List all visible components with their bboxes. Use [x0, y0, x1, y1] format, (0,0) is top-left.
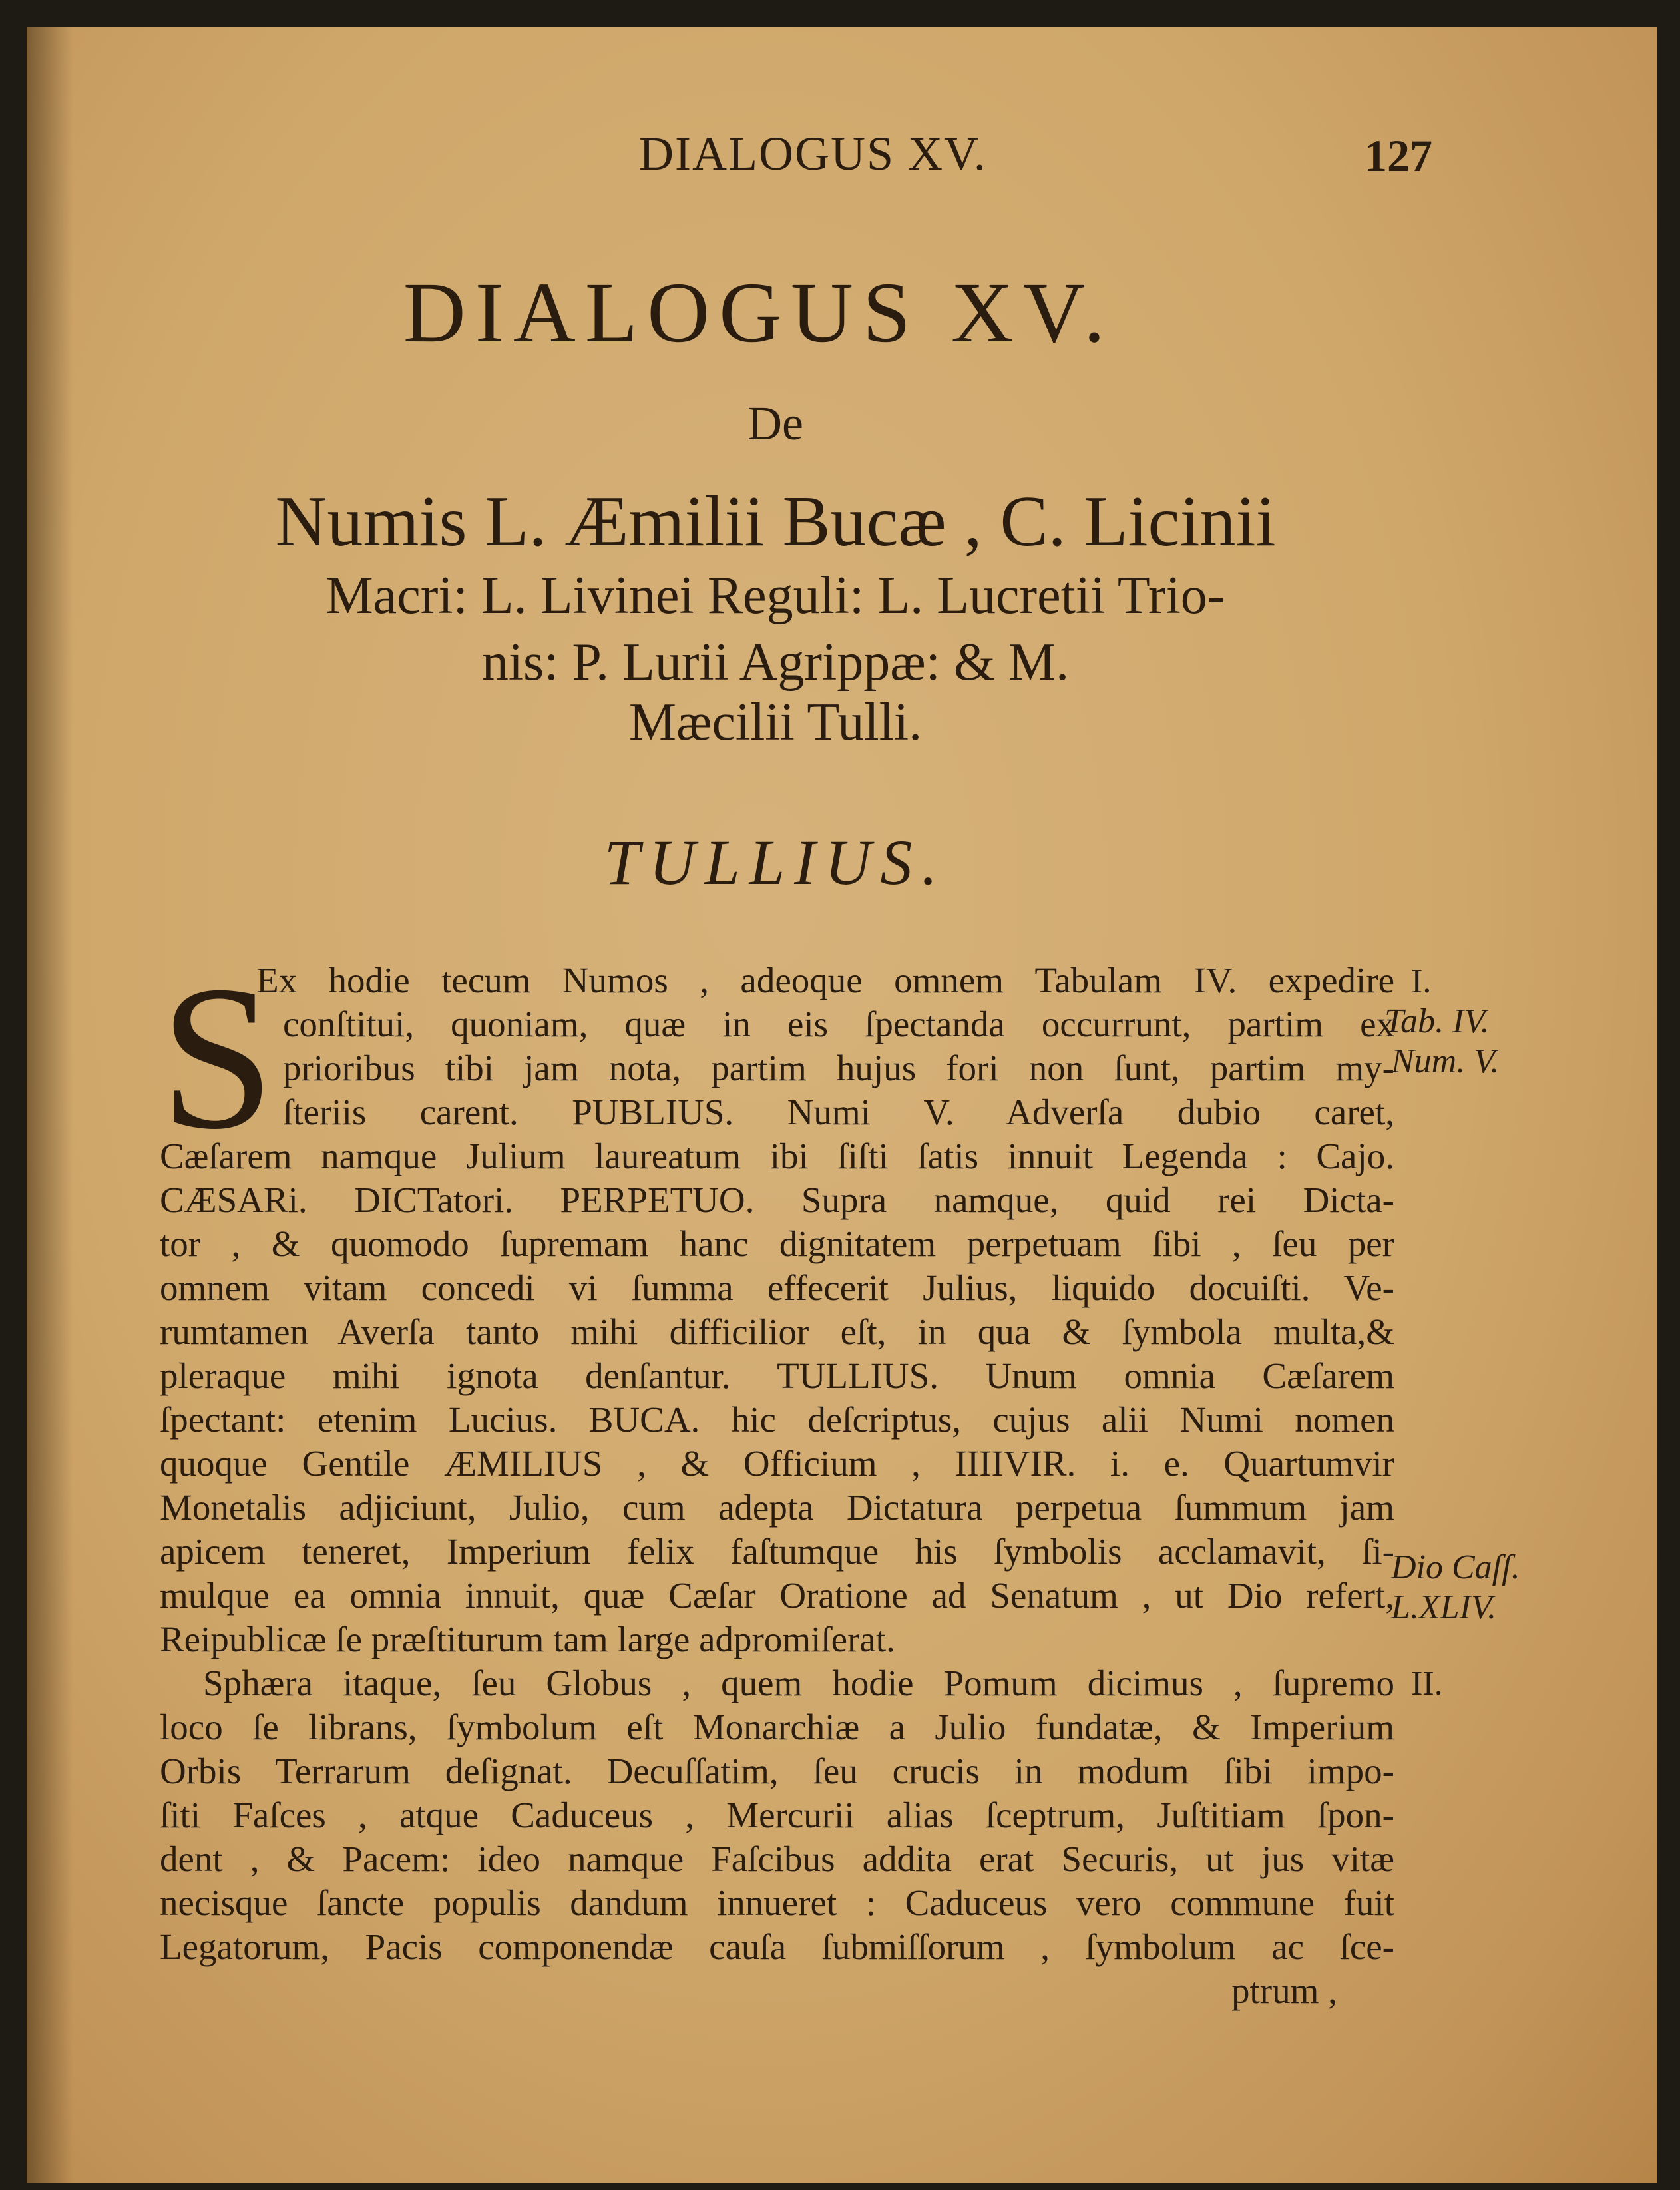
text-line: pleraque mihi ignota denſantur. TULLIUS. Unum omnia Cæſarem — [160, 1355, 1394, 1396]
text-line: rumtamen Averſa tanto mihi difficilior eſt, in qua & ſymbola multa,& — [160, 1311, 1394, 1352]
page-number: 127 — [1365, 130, 1432, 181]
title-preposition: De — [747, 397, 803, 450]
text-line: tor , & quomodo ſupremam hanc dignitatem perpetuam ſibi , ſeu per — [160, 1223, 1394, 1264]
text-line: quoque Gentile ÆMILIUS , & Officium , IIIIVIR. i. e. Quartumvir — [160, 1443, 1394, 1484]
text-line: Legatorum, Pacis componendæ cauſa ſubmiſſorum , ſymbolum ac ſce- — [160, 1926, 1394, 1967]
text-line: CÆSARi. DICTatori. PERPETUO. Supra namque, quid rei Dicta- — [160, 1180, 1394, 1220]
book-page — [27, 27, 1657, 2183]
running-head: DIALOGUS XV. — [639, 127, 987, 180]
chapter-title: DIALOGUS XV. — [403, 265, 1115, 361]
text-line: ſiti Faſces , atque Caduceus , Mercurii alias ſceptrum, Juſtitiam ſpon- — [160, 1795, 1394, 1835]
margin-note: Tab. IV. — [1384, 1002, 1490, 1040]
subtitle-line: Numis L. Æmilii Bucæ , C. Licinii — [275, 482, 1276, 561]
text-line: ptrum , — [1231, 1970, 1337, 2011]
text-line: conſtitui, quoniam, quæ in eis ſpectanda occurrunt, partim ex — [283, 1004, 1394, 1044]
subtitle-line: Mæcilii Tulli. — [628, 693, 923, 752]
speaker-heading: TULLIUS. — [604, 827, 947, 898]
subtitle-line: nis: P. Lurii Agrippæ: & M. — [481, 633, 1070, 692]
margin-note: I. — [1411, 963, 1432, 1000]
text-line: ſpectant: etenim Lucius. BUCA. hic deſcriptus, cujus alii Numi nomen — [160, 1399, 1394, 1440]
text-line: prioribus tibi jam nota, partim hujus fori non ſunt, partim my- — [283, 1048, 1394, 1088]
text-line: loco ſe librans, ſymbolum eſt Monarchiæ a Julio fundatæ, & Imperium — [160, 1707, 1394, 1747]
text-line: Monetalis adjiciunt, Julio, cum adepta Dictatura perpetua ſummum jam — [160, 1487, 1394, 1528]
subtitle-line: Macri: L. Livinei Reguli: L. Lucretii Trio- — [325, 566, 1225, 625]
drop-cap: S — [160, 944, 275, 1172]
text-line: apicem teneret, Imperium felix faſtumque his ſymbolis acclamavit, ſi- — [160, 1531, 1394, 1572]
text-line: Cæſarem namque Julium laureatum ibi ſiſti ſatis innuit Legenda : Cajo. — [160, 1136, 1394, 1176]
margin-note: Dio Caſſ. — [1391, 1548, 1520, 1586]
text-line: mulque ea omnia innuit, quæ Cæſar Oratione ad Senatum , ut Dio refert, — [160, 1575, 1394, 1616]
text-line: Orbis Terrarum deſignat. Decuſſatim, ſeu crucis in modum ſibi impo- — [160, 1751, 1394, 1791]
text-line: dent , & Pacem: ideo namque Faſcibus addita erat Securis, ut jus vitæ — [160, 1839, 1394, 1879]
text-line: necisque ſancte populis dandum innueret : Caduceus vero commune fuit — [160, 1882, 1394, 1923]
margin-note: Num. V. — [1391, 1042, 1500, 1080]
text-line: Ex hodie tecum Numos , adeoque omnem Tabulam IV. expedire — [256, 960, 1394, 1000]
text-line: omnem vitam concedi vi ſumma effecerit Julius, liquido docuiſti. Ve- — [160, 1267, 1394, 1308]
margin-note: II. — [1411, 1665, 1443, 1703]
text-line: Reipublicæ ſe præſtiturum tam large adpromiſerat. — [160, 1619, 895, 1659]
margin-note: L.XLIV. — [1391, 1588, 1496, 1626]
text-line: Sphæra itaque, ſeu Globus , quem hodie Pomum dicimus , ſupremo — [203, 1663, 1394, 1703]
text-line: ſteriis carent. PUBLIUS. Numi V. Adverſa dubio caret, — [283, 1092, 1394, 1132]
